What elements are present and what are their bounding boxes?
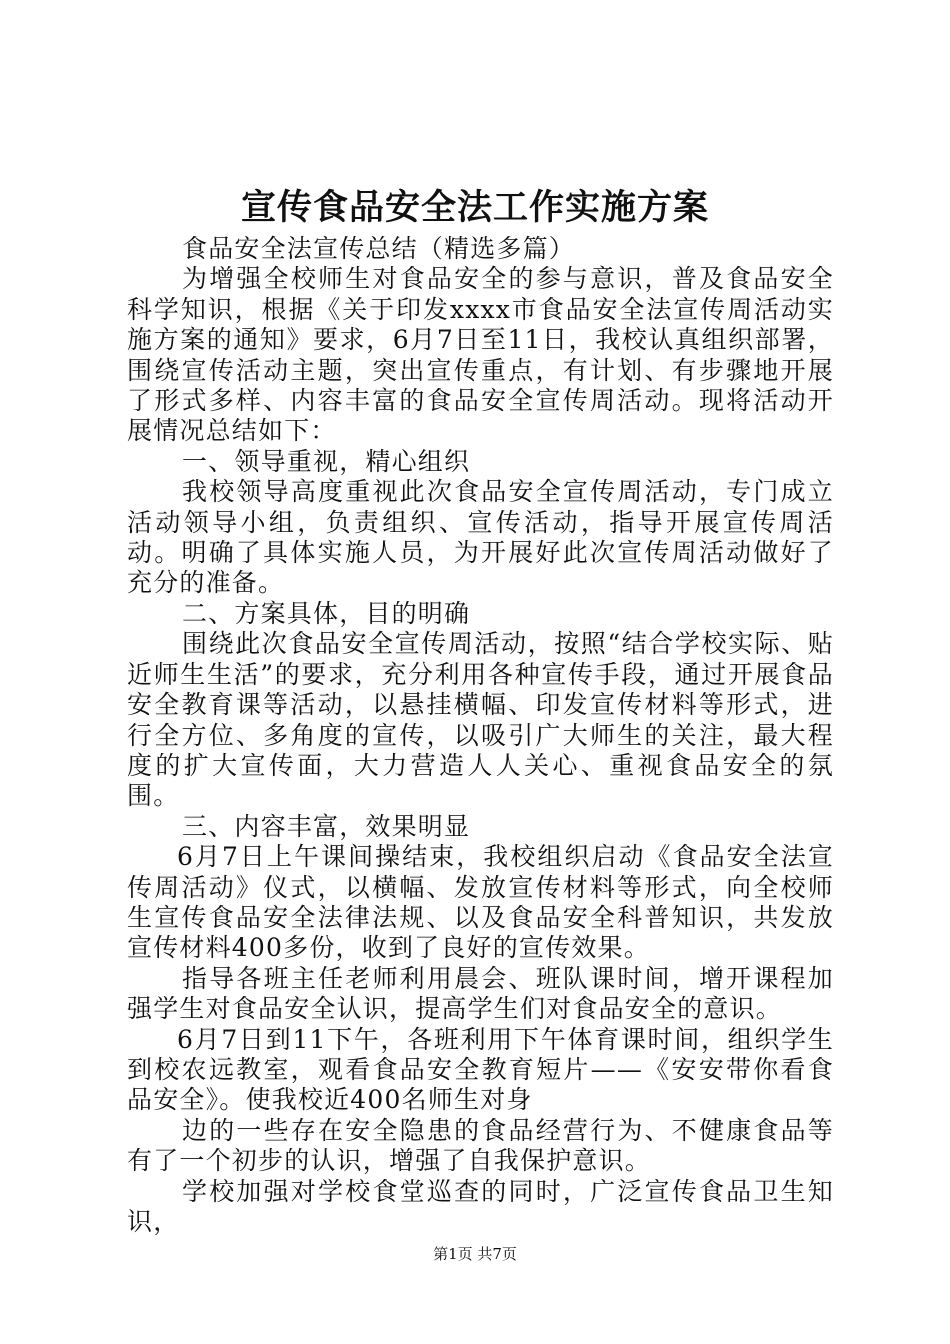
- paragraph-intro: 为增强全校师生对食品安全的参与意识，普及食品安全科学知识，根据《关于印发xxxx市食品安全法宣传周活动实施方案的通知》要求，6月7日至11日，我校认真组织部署，围绕宣传活动主题，突出宣传重点，有计划、有步骤地开展了形式多样、内容丰富的食品安全宣传周活动。现将活动开展情况总结如下：: [127, 264, 834, 446]
- document-body: [127, 234, 834, 1237]
- paragraph-section-2: 围绕此次食品安全宣传周活动，按照“结合学校实际、贴近师生生活”的要求，充分利用各种宣传手段，通过开展食品安全教育课等活动，以悬挂横幅、印发宣传材料等形式，进行全方位、多角度的宣传，以吸引广大师生的关注，最大程度的扩大宣传面，大力营造人人关心、重视食品安全的氛围。: [127, 629, 834, 811]
- section-heading-2: 二、方案具体，目的明确: [182, 598, 471, 628]
- paragraph-subtitle: 食品安全法宣传总结（精选多篇）: [182, 234, 576, 263]
- section-heading-1: 一、领导重视，精心组织: [182, 446, 471, 476]
- paragraph-section-1: 我校领导高度重视此次食品安全宣传周活动，专门成立活动领导小组，负责组织、宣传活动，指导开展宣传周活动。明确了具体实施人员，为开展好此次宣传周活动做好了充分的准备。: [127, 477, 834, 598]
- paragraph-section-3c: 6月7日到11下午，各班利用下午体育课时间，组织学生到校农远教室，观看食品安全教育短片——《安安带你看食品安全》。使我校近400名师生对身: [127, 1024, 834, 1115]
- section-heading-3: 三、内容丰富，效果明显: [182, 811, 471, 841]
- paragraph-section-3b: 指导各班主任老师利用晨会、班队课时间，增开课程加强学生对食品安全认识，提高学生们对食品安全的意识。: [127, 963, 834, 1024]
- document-title: 宣传食品安全法工作实施方案: [240, 187, 709, 228]
- paragraph-section-3d: 边的一些存在安全隐患的食品经营行为、不健康食品等有了一个初步的认识，增强了自我保护意识。: [127, 1115, 834, 1176]
- page-number-footer: 第1页 共7页: [433, 1245, 517, 1263]
- paragraph-section-3a: 6月7日上午课间操结束，我校组织启动《食品安全法宣传周活动》仪式，以横幅、发放宣传材料等形式，向全校师生宣传食品安全法律法规、以及食品安全科普知识，共发放宣传材料400多份，收到了良好的宣传效果。: [127, 842, 834, 963]
- paragraph-section-3e: 学校加强对学校食堂巡查的同时，广泛宣传食品卫生知识，: [127, 1176, 834, 1236]
